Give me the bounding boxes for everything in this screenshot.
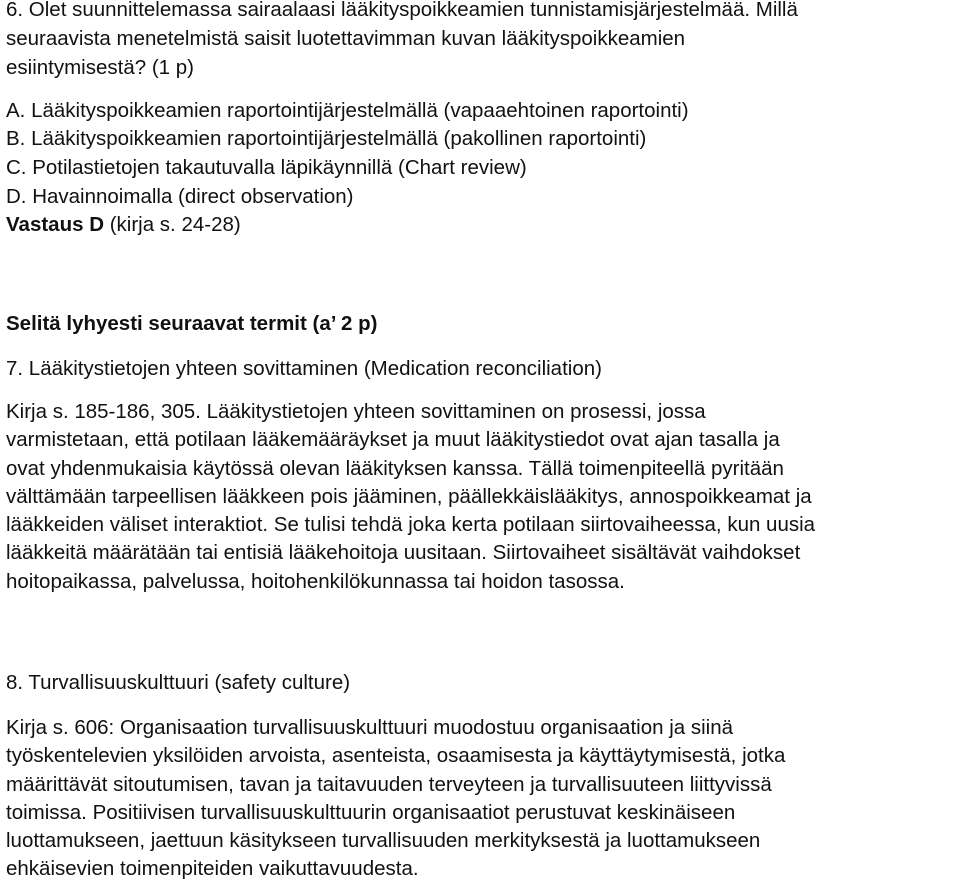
question-8-answer [6, 714, 785, 884]
question-7-line: ovat yhdenmukaisia käytössä olevan lääkityksen kanssa. Tällä toimenpiteellä pyritään [6, 456, 784, 480]
question-7-answer [6, 398, 815, 596]
question-8-title: 8. Turvallisuuskulttuuri (safety culture) [6, 671, 351, 694]
question-7-title: 7. Lääkitystietojen yhteen sovittaminen (Medication reconciliation) [6, 357, 602, 380]
question-8-line: toimissa. Positiivisen turvallisuuskulttuurin organisaatiot perustuvat keskinäiseen [6, 800, 736, 824]
option-c: C. Potilastietojen takautuvalla läpikäynnillä (Chart review) [6, 156, 527, 179]
option-a: A. Lääkityspoikkeamien raportointijärjestelmällä (vapaaehtoinen raportointi) [6, 99, 689, 122]
answer-line [6, 213, 241, 237]
question-8-line: luottamukseen, jaettuun käsitykseen turvallisuuden merkityksestä ja luottamukseen [6, 829, 761, 853]
answer-reference: (kirja s. 24-28) [104, 213, 241, 236]
question-8-line: ehkäisevien toimenpiteiden vaikuttavuudesta. [6, 857, 419, 881]
question-7-line: lääkkeitä määrätään tai entisiä lääkehoitoja uusitaan. Siirtovaiheet sisältävät vaihdokset [6, 541, 801, 565]
question-6-line-3: esiintymisestä? (1 p) [6, 56, 194, 79]
question-7-line: lääkkeiden väliset interaktiot. Se tulisi tehdä joka kerta potilaan siirtovaiheessa, kun uusia [6, 513, 816, 537]
question-6-line-2: seuraavista menetelmistä saisit luotettavimman kuvan lääkityspoikkeamien [6, 27, 686, 50]
question-7-line: välttämään tarpeellisen lääkkeen pois jääminen, päällekkäislääkitys, annospoikkeamat ja [6, 484, 812, 508]
question-8-line: työskentelevien yksilöiden arvoista, asenteista, osaamisesta ja käyttäytymisestä, jotka [6, 744, 786, 768]
section-heading: Selitä lyhyesti seuraavat termit (a’ 2 p) [6, 312, 378, 335]
question-7-line: Kirja s. 185-186, 305. Lääkitystietojen yhteen sovittaminen on prosessi, jossa [6, 400, 706, 423]
question-8-line: Kirja s. 606: Organisaation turvallisuuskulttuuri muodostuu organisaation ja siinä [6, 716, 734, 739]
question-7-line: varmistetaan, että potilaan lääkemääräykset ja muut lääkitystiedot ovat ajan tasalla ja [6, 428, 780, 452]
question-8-line: määrittävät sitoutumisen, tavan ja taitavuuden terveyteen ja turvallisuuteen liittyvissä [6, 772, 772, 796]
question-6-line-1: 6. Olet suunnittelemassa sairaalaasi lääkityspoikkeamien tunnistamisjärjestelmää. Millä [6, 0, 798, 21]
answer-label: Vastaus D [6, 213, 104, 236]
option-d: D. Havainnoimalla (direct observation) [6, 185, 354, 208]
option-b: B. Lääkityspoikkeamien raportointijärjestelmällä (pakollinen raportointi) [6, 127, 647, 150]
question-7-line: hoitopaikassa, palvelussa, hoitohenkilökunnassa tai hoidon tasossa. [6, 569, 625, 593]
